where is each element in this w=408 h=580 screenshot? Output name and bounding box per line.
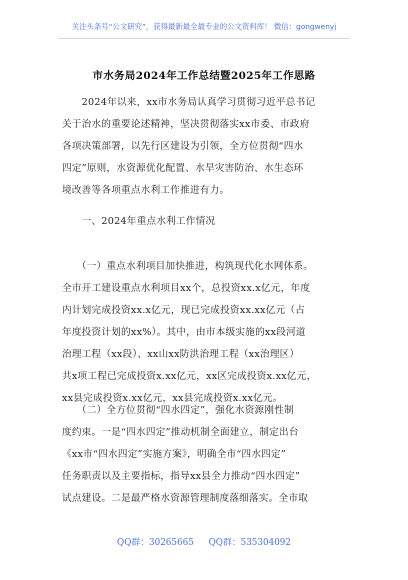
text-line: 年度投资计划的xx%）。其中，由市本级实施的xx段河道 [62, 327, 306, 338]
promo-header: 关注头条号“公文研究”，获得最新最全最专业的公文资料库！ 微信：gongwenyj [71, 22, 337, 31]
document-title: 市水务局2024年工作总结暨2025年工作思路 [92, 70, 316, 82]
text-line: 度约束。一是“四水四定”推动机制全面建立，制定出台 [62, 427, 299, 438]
section-heading-text: 一、2024年重点水利工作情况 [62, 216, 216, 227]
paragraph-intro [62, 92, 348, 202]
paragraph-projects [62, 256, 348, 410]
text-line: 各项决策部署，以先行区建设为引领，全方位贯彻“四水 [62, 141, 304, 152]
text-line: （二）全方位贯彻“四水四定”，强化水资源刚性制 [62, 405, 294, 416]
text-line: xx县完成投资x.xx亿元，xx县完成投资x.xx亿元。 [62, 393, 283, 404]
footer-qq-group-2: QQ群：535304092 [208, 538, 291, 548]
text-line: 2024年以来，xx市水务局认真学习贯彻习近平总书记 [62, 97, 316, 108]
text-line: 治理工程（xx段）、xx山xx防洪治理工程（xx治理区） [62, 349, 300, 360]
text-line: 内计划完成投资xx.x亿元，现已完成投资xx.xx亿元（占 [62, 305, 306, 316]
text-line: 境改善等各项重点水利工作推进有力。 [62, 185, 230, 196]
paragraph-water-resources [62, 400, 348, 510]
footer-contacts [0, 535, 408, 548]
footer-qq-group-1: QQ群：30265665 [117, 538, 194, 548]
text-line: （一）重点水利项目加快推进，构筑现代化水网体系。 [62, 261, 314, 272]
header-divider [58, 38, 350, 39]
text-line: 试点建设。二是最严格水资源管理制度落细落实。全市取 [62, 493, 309, 504]
text-line: 四定”原则，水资源优化配置、水旱灾害防治、水生态环 [62, 163, 304, 174]
text-line: 全市开工建设重点水利项目xx个，总投资xx.x亿元，年度 [62, 283, 311, 294]
text-line: 共x项工程已完成投资x.xx亿元，xx区完成投资x.xx亿元， [62, 371, 317, 382]
section-heading [62, 211, 348, 233]
text-line: 《xx市“四水四定”实施方案》，明确全市“四水四定” [62, 449, 287, 460]
text-line: 任务职责以及主要指标，指导xx县全力推动“四水四定” [62, 471, 301, 482]
text-line: 关于治水的重要论述精神，坚决贯彻落实xx市委、市政府 [62, 119, 310, 130]
